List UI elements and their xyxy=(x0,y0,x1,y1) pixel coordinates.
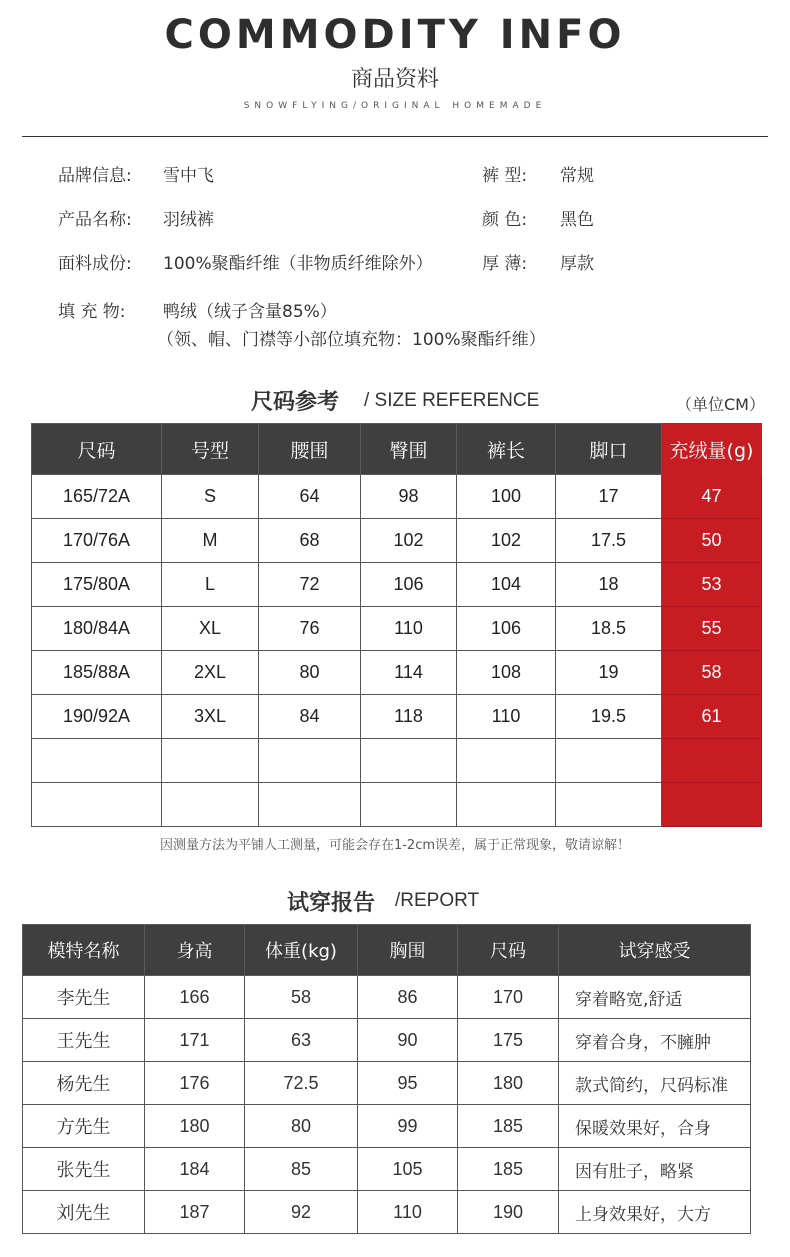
col-header-height: 身高 xyxy=(145,925,245,976)
cell: 穿着略宽,舒适 xyxy=(559,976,751,1019)
col-header-model: 模特名称 xyxy=(23,925,145,976)
cell: 118 xyxy=(361,695,457,739)
report-table xyxy=(22,924,751,1234)
cell: 110 xyxy=(361,607,457,651)
size-table xyxy=(31,423,762,827)
fill-cell: 61 xyxy=(662,695,762,739)
cell xyxy=(556,739,662,783)
cell: 185 xyxy=(458,1105,559,1148)
col-header-type: 号型 xyxy=(162,424,259,475)
cell: 17 xyxy=(556,475,662,519)
cell: 110 xyxy=(358,1191,458,1234)
cell: 18.5 xyxy=(556,607,662,651)
cell: 95 xyxy=(358,1062,458,1105)
cell xyxy=(259,783,361,827)
thickness-label: 厚 薄: xyxy=(482,254,528,274)
cell: 171 xyxy=(145,1019,245,1062)
cell: 68 xyxy=(259,519,361,563)
cell: 190/92A xyxy=(32,695,162,739)
page-title-cn: 商品资料 xyxy=(350,67,439,92)
fabric-value: 100%聚酯纤维（非物质纤维除外） xyxy=(163,254,433,274)
cell: 98 xyxy=(361,475,457,519)
report-table-header xyxy=(23,925,751,976)
thickness-value: 厚款 xyxy=(560,254,594,274)
cell: 184 xyxy=(145,1148,245,1191)
table-row xyxy=(32,519,762,563)
cell: 180 xyxy=(145,1105,245,1148)
cell xyxy=(162,783,259,827)
cell: 114 xyxy=(361,651,457,695)
table-row xyxy=(32,739,762,783)
col-header-fill: 充绒量(g) xyxy=(662,424,762,475)
fit-value: 常规 xyxy=(560,166,594,186)
fill-label: 填 充 物: xyxy=(58,302,126,322)
cell: 方先生 xyxy=(23,1105,145,1148)
divider xyxy=(22,136,768,137)
cell: 175 xyxy=(458,1019,559,1062)
color-label: 颜 色: xyxy=(482,210,528,230)
col-header-weight: 体重(kg) xyxy=(245,925,358,976)
cell: 108 xyxy=(457,651,556,695)
cell xyxy=(361,739,457,783)
cell: 18 xyxy=(556,563,662,607)
table-row xyxy=(23,1062,751,1105)
cell: 170 xyxy=(458,976,559,1019)
cell xyxy=(457,739,556,783)
cell: 106 xyxy=(457,607,556,651)
cell xyxy=(457,783,556,827)
cell: 72 xyxy=(259,563,361,607)
cell: 84 xyxy=(259,695,361,739)
cell: 64 xyxy=(259,475,361,519)
cell: 99 xyxy=(358,1105,458,1148)
cell: 180 xyxy=(458,1062,559,1105)
size-section-subtitle: / SIZE REFERENCE xyxy=(364,390,540,411)
cell xyxy=(259,739,361,783)
cell: 165/72A xyxy=(32,475,162,519)
cell: 190 xyxy=(458,1191,559,1234)
cell: 104 xyxy=(457,563,556,607)
report-section-title: 试穿报告 xyxy=(287,891,376,916)
table-row xyxy=(23,1148,751,1191)
cell: 185 xyxy=(458,1148,559,1191)
cell: 王先生 xyxy=(23,1019,145,1062)
cell: 58 xyxy=(245,976,358,1019)
table-row xyxy=(23,1105,751,1148)
col-header-chest: 胸围 xyxy=(358,925,458,976)
size-table-header xyxy=(32,424,762,475)
cell: 因有肚子，略紧 xyxy=(559,1148,751,1191)
cell xyxy=(32,783,162,827)
col-header-size: 尺码 xyxy=(458,925,559,976)
table-row xyxy=(32,475,762,519)
cell: 上身效果好，大方 xyxy=(559,1191,751,1234)
cell: 105 xyxy=(358,1148,458,1191)
cell: 63 xyxy=(245,1019,358,1062)
fill-value: 鸭绒（绒子含量85%） xyxy=(163,302,337,322)
cell: 90 xyxy=(358,1019,458,1062)
brand-value: 雪中飞 xyxy=(163,166,214,186)
cell: L xyxy=(162,563,259,607)
table-row xyxy=(32,783,762,827)
cell: 187 xyxy=(145,1191,245,1234)
cell: 19 xyxy=(556,651,662,695)
cell: 刘先生 xyxy=(23,1191,145,1234)
col-header-hem: 脚口 xyxy=(556,424,662,475)
table-row xyxy=(32,607,762,651)
size-section-title: 尺码参考 xyxy=(251,390,340,415)
name-label: 产品名称: xyxy=(58,210,132,230)
size-unit: （单位CM） xyxy=(676,395,765,414)
cell: 3XL xyxy=(162,695,259,739)
cell: 102 xyxy=(361,519,457,563)
fill-cell: 58 xyxy=(662,651,762,695)
cell xyxy=(32,739,162,783)
table-row xyxy=(32,563,762,607)
table-row xyxy=(23,1191,751,1234)
fill-note: （领、帽、门襟等小部位填充物：100%聚酯纤维） xyxy=(157,330,546,350)
cell: 180/84A xyxy=(32,607,162,651)
cell: 张先生 xyxy=(23,1148,145,1191)
measurement-note: 因测量方法为平铺人工测量，可能会存在1-2cm误差，属于正常现象，敬请谅解！ xyxy=(159,838,631,853)
cell: 2XL xyxy=(162,651,259,695)
name-value: 羽绒裤 xyxy=(163,210,214,230)
cell: 185/88A xyxy=(32,651,162,695)
cell xyxy=(162,739,259,783)
cell: 李先生 xyxy=(23,976,145,1019)
cell: 92 xyxy=(245,1191,358,1234)
cell xyxy=(556,783,662,827)
cell: 100 xyxy=(457,475,556,519)
table-row xyxy=(23,976,751,1019)
fit-label: 裤 型: xyxy=(482,166,528,186)
cell: 176 xyxy=(145,1062,245,1105)
cell: 款式简约，尺码标准 xyxy=(559,1062,751,1105)
cell: 19.5 xyxy=(556,695,662,739)
cell: 106 xyxy=(361,563,457,607)
cell: 80 xyxy=(259,651,361,695)
cell: 166 xyxy=(145,976,245,1019)
col-header-waist: 腰围 xyxy=(259,424,361,475)
table-row xyxy=(32,695,762,739)
table-row xyxy=(32,651,762,695)
fill-cell: 50 xyxy=(662,519,762,563)
cell: M xyxy=(162,519,259,563)
cell: 17.5 xyxy=(556,519,662,563)
fill-cell xyxy=(662,739,762,783)
cell: 85 xyxy=(245,1148,358,1191)
fabric-label: 面料成份: xyxy=(58,254,132,274)
cell: 110 xyxy=(457,695,556,739)
cell: 102 xyxy=(457,519,556,563)
fill-cell xyxy=(662,783,762,827)
cell: 86 xyxy=(358,976,458,1019)
brand-tagline: SNOWFLYING/ORIGINAL HOMEMADE xyxy=(243,101,547,111)
cell: 保暖效果好，合身 xyxy=(559,1105,751,1148)
table-row xyxy=(23,1019,751,1062)
cell: 175/80A xyxy=(32,563,162,607)
color-value: 黑色 xyxy=(560,210,594,230)
report-section-subtitle: /REPORT xyxy=(395,890,480,911)
cell: S xyxy=(162,475,259,519)
cell: XL xyxy=(162,607,259,651)
col-header-length: 裤长 xyxy=(457,424,556,475)
brand-label: 品牌信息: xyxy=(58,166,132,186)
col-header-size: 尺码 xyxy=(32,424,162,475)
col-header-hip: 臀围 xyxy=(361,424,457,475)
cell: 72.5 xyxy=(245,1062,358,1105)
fill-cell: 53 xyxy=(662,563,762,607)
cell: 170/76A xyxy=(32,519,162,563)
cell: 76 xyxy=(259,607,361,651)
page-title-en: COMMODITY INFO xyxy=(164,12,626,58)
cell: 80 xyxy=(245,1105,358,1148)
cell: 杨先生 xyxy=(23,1062,145,1105)
fill-cell: 47 xyxy=(662,475,762,519)
cell xyxy=(361,783,457,827)
fill-cell: 55 xyxy=(662,607,762,651)
cell: 穿着合身，不臃肿 xyxy=(559,1019,751,1062)
col-header-feedback: 试穿感受 xyxy=(559,925,751,976)
